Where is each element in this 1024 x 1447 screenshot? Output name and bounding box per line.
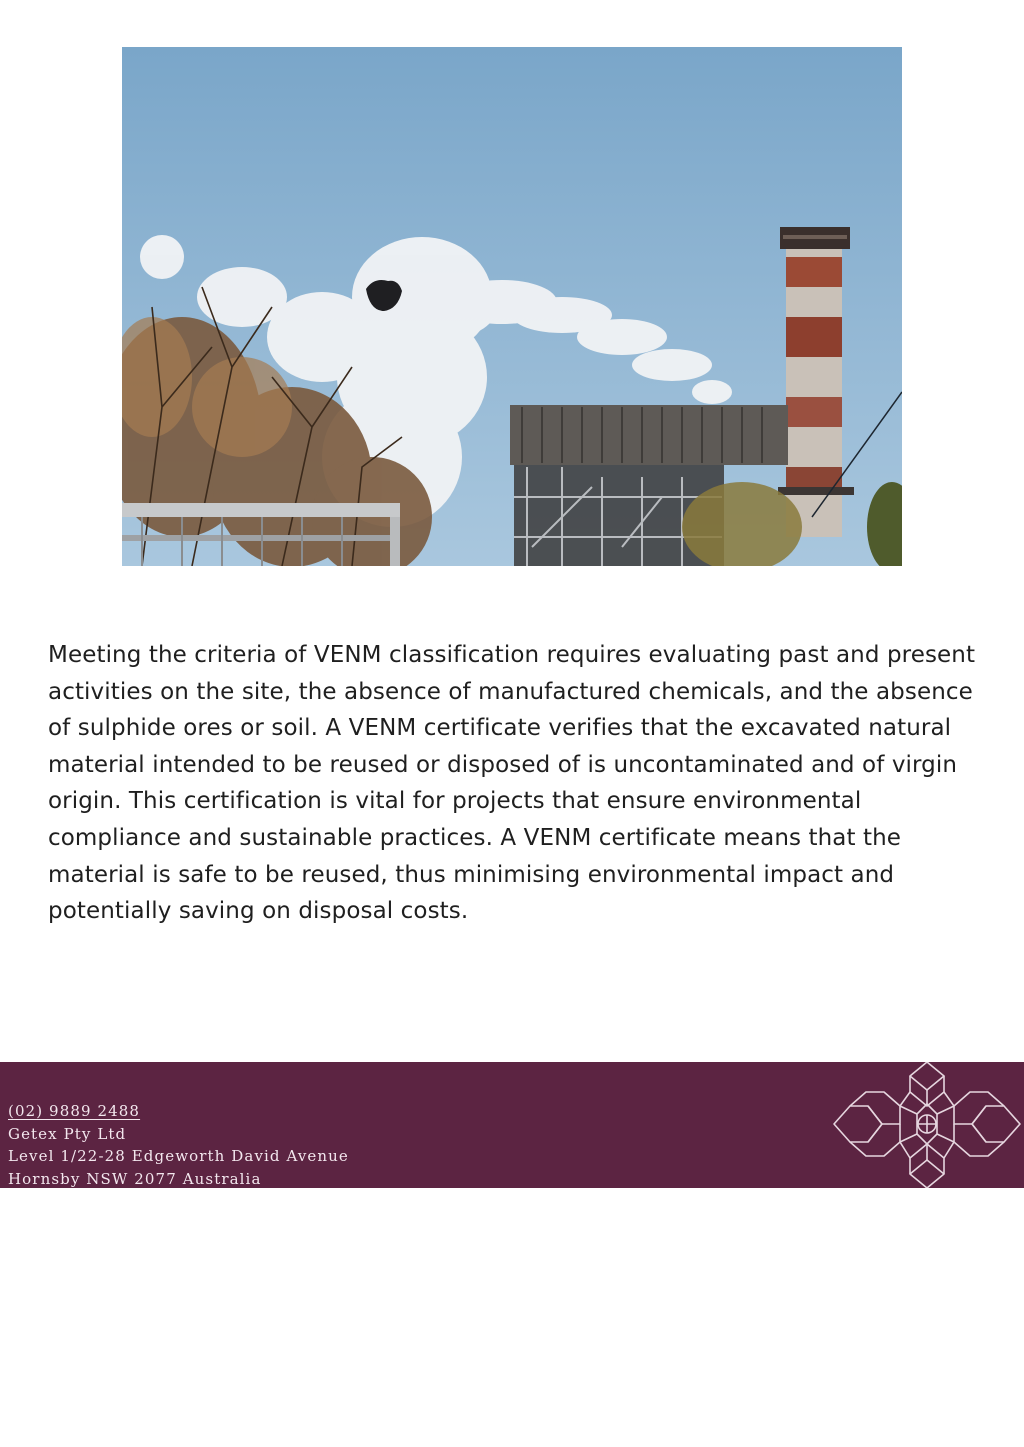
phone-link[interactable]: (02) 9889 2488 [8,1102,141,1120]
company-name: Getex Pty Ltd [8,1124,127,1143]
footer-banner [0,1062,1024,1188]
body-paragraph: Meeting the criteria of VENM classification requires evaluating past and present activities on the site, the absence of manufactured chemicals, and the absence of sulphide ores or soil. A VENM certificate verifies that the excavated natural material intended to be reused or disposed of is uncontaminated and of virgin origin. This certification is vital for projects that ensure environmental compliance and sustainable practices. A VENM certificate means that the material is safe to be reused, thus minimising environmental impact and potentially saving on disposal costs. [48,642,976,925]
industrial-plant-photo [122,47,902,566]
address-line-2: Hornsby NSW 2077 Australia [8,1169,262,1188]
address-line-1: Level 1/22-28 Edgeworth David Avenue [8,1147,349,1165]
contact-block [8,1100,349,1188]
geometric-lattice-emblem-icon [830,1062,1024,1188]
